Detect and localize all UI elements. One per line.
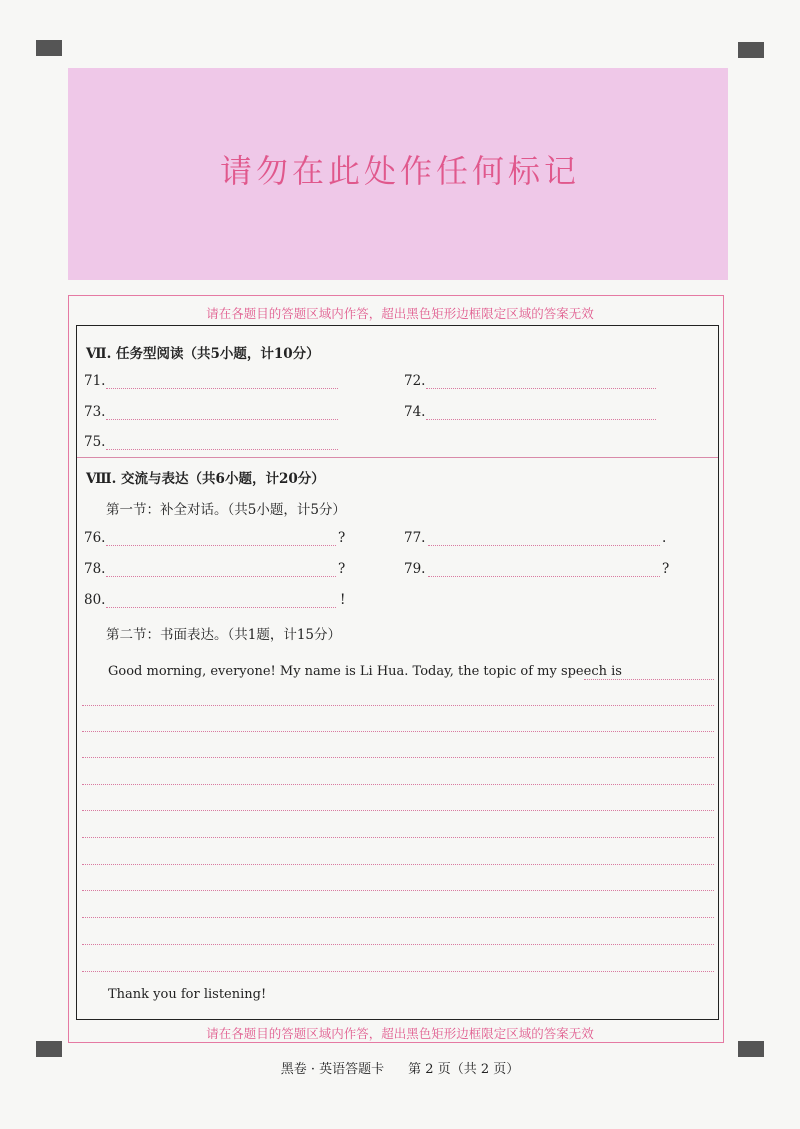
essay-writing-line[interactable]: [82, 784, 714, 785]
registration-mark-bottom-left: [36, 1041, 62, 1057]
registration-mark-bottom-right: [738, 1041, 764, 1057]
answer-line-78[interactable]: [106, 576, 336, 577]
answer-line-76[interactable]: [106, 545, 336, 546]
essay-topic-line[interactable]: [584, 679, 714, 680]
question-number: 74.: [404, 404, 426, 420]
question-number: 73.: [84, 404, 106, 420]
answer-line-72[interactable]: [426, 388, 656, 389]
frame-notice-bottom: 请在各题目的答题区域内作答，超出黑色矩形边框限定区域的答案无效: [206, 1026, 594, 1041]
essay-writing-line[interactable]: [82, 837, 714, 838]
answer-line-71[interactable]: [106, 388, 338, 389]
question-number: 79.: [404, 561, 426, 577]
essay-writing-line[interactable]: [82, 757, 714, 758]
question-end-mark: !: [340, 592, 346, 608]
section7-heading: Ⅶ. 任务型阅读（共5小题，计10分）: [86, 346, 320, 362]
registration-mark-top-right: [738, 42, 764, 58]
question-number: 78.: [84, 561, 106, 577]
answer-line-80[interactable]: [106, 607, 336, 608]
card-title: 黑卷 · 英语答题卡: [280, 1062, 385, 1077]
essay-closing: Thank you for listening!: [108, 987, 267, 1002]
question-number: 77.: [404, 530, 426, 546]
no-mark-title: 请勿在此处作任何标记: [219, 152, 580, 190]
question-end-mark: .: [662, 530, 667, 546]
essay-writing-line[interactable]: [82, 810, 714, 811]
question-number: 75.: [84, 434, 106, 450]
essay-opening: Good morning, everyone! My name is Li Hua. Today, the topic of my speech is: [108, 664, 622, 679]
question-number: 71.: [84, 373, 106, 389]
answer-line-74[interactable]: [426, 419, 656, 420]
page-footer: [0, 1058, 800, 1077]
essay-writing-line[interactable]: [82, 705, 714, 706]
essay-writing-line[interactable]: [82, 864, 714, 865]
essay-writing-line[interactable]: [82, 890, 714, 891]
essay-writing-line[interactable]: [82, 971, 714, 972]
question-end-mark: ?: [338, 561, 346, 577]
essay-writing-line[interactable]: [82, 944, 714, 945]
answer-line-73[interactable]: [106, 419, 338, 420]
part2-heading: 第二节：书面表达。（共1题，计15分）: [106, 627, 342, 643]
answer-line-77[interactable]: [428, 545, 660, 546]
question-end-mark: ?: [662, 561, 670, 577]
essay-writing-line[interactable]: [82, 731, 714, 732]
essay-writing-line[interactable]: [82, 917, 714, 918]
page-info: 第 2 页（共 2 页）: [408, 1062, 520, 1077]
section-divider: [77, 457, 718, 458]
question-number: 80.: [84, 592, 106, 608]
answer-line-75[interactable]: [106, 449, 338, 450]
question-end-mark: ?: [338, 530, 346, 546]
question-number: 76.: [84, 530, 106, 546]
part1-heading: 第一节：补全对话。（共5小题，计5分）: [106, 502, 346, 518]
answer-line-79[interactable]: [428, 576, 660, 577]
question-number: 72.: [404, 373, 426, 389]
registration-mark-top-left: [36, 40, 62, 56]
section8-heading: Ⅷ. 交流与表达（共6小题，计20分）: [86, 471, 325, 487]
frame-notice-top: 请在各题目的答题区域内作答，超出黑色矩形边框限定区域的答案无效: [206, 306, 594, 321]
